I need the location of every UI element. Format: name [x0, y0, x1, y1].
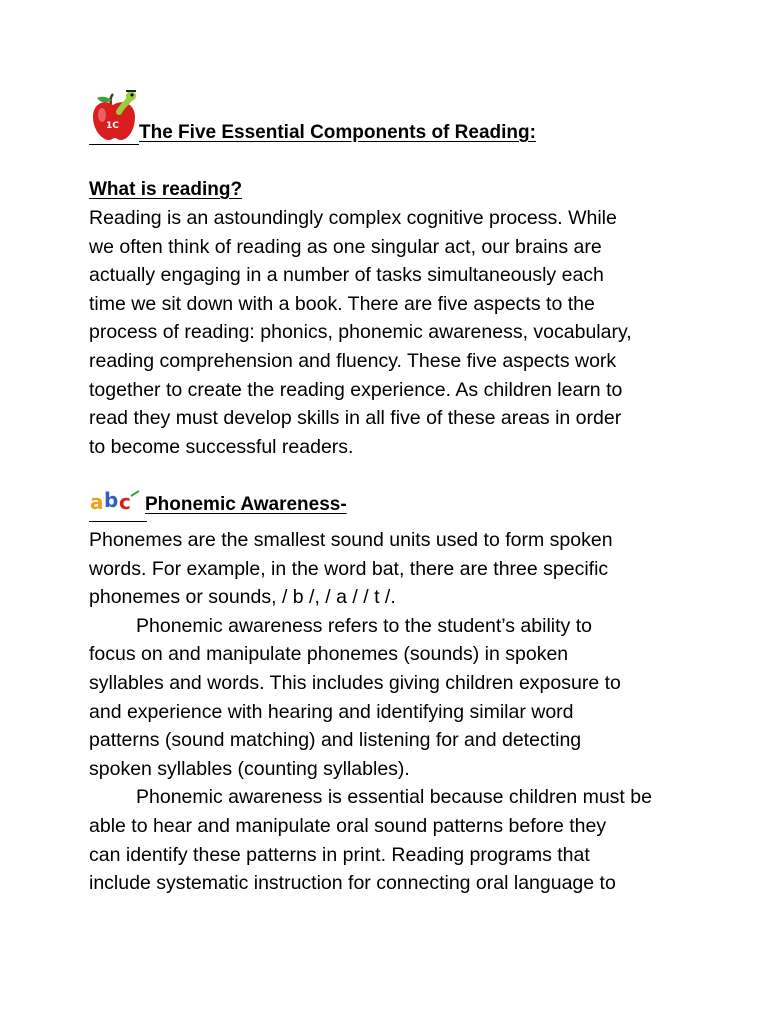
phonemic-line: Phonemes are the smallest sound units used to form spoken: [89, 529, 613, 551]
phonemic-line: can identify these patterns in print. Reading programs that: [89, 843, 590, 866]
phonemic-line: able to hear and manipulate oral sound patterns before they: [89, 814, 607, 837]
apple-worm-icon: [89, 90, 137, 144]
intro-line: reading comprehension and fluency. These five aspects work: [89, 349, 617, 372]
phonemic-heading: Phonemic Awareness-: [145, 494, 347, 515]
svg-text:a: a: [90, 490, 104, 514]
phonemic-line: focus on and manipulate phonemes (sounds) in spoken: [89, 643, 569, 666]
svg-text:b: b: [104, 488, 119, 512]
intro-line: to become successful readers.: [89, 435, 354, 458]
intro-paragraph: [89, 204, 689, 461]
main-title-row: [89, 90, 536, 144]
svg-text:c: c: [119, 490, 131, 514]
phonemic-line: words. For example, in the word bat, there are three specific: [89, 557, 609, 580]
svg-text:1C: 1C: [106, 121, 119, 131]
phonemic-line: spoken syllables (counting syllables).: [89, 757, 410, 780]
intro-line: we often think of reading as one singular act, our brains are: [89, 235, 602, 258]
phonemic-line: Phonemic awareness is essential because children must be: [136, 786, 652, 809]
title-icon-underline: [89, 144, 139, 145]
phonemic-paragraph: [89, 526, 689, 898]
intro-line: read they must develop skills in all five of these areas in order: [89, 407, 622, 430]
phonemic-line: syllables and words. This includes giving children exposure to: [89, 671, 621, 694]
phonemic-line: phonemes or sounds, / b /, / a / / t /.: [89, 586, 396, 609]
main-title: The Five Essential Components of Reading:: [139, 122, 536, 143]
phonemic-line: include systematic instruction for connecting oral language to: [89, 872, 616, 895]
abc-letters-icon: [89, 488, 143, 514]
intro-line: time we sit down with a book. There are five aspects to the: [89, 292, 595, 315]
intro-line: Reading is an astoundingly complex cognitive process. While: [89, 207, 617, 229]
phonemic-heading-row: [89, 488, 347, 516]
intro-line: together to create the reading experience. As children learn to: [89, 378, 623, 401]
intro-heading: What is reading?: [89, 179, 243, 200]
intro-line: process of reading: phonics, phonemic awareness, vocabulary,: [89, 321, 632, 344]
section-icon-underline: [89, 521, 147, 522]
phonemic-line: patterns (sound matching) and listening for and detecting: [89, 729, 582, 752]
intro-line: actually engaging in a number of tasks simultaneously each: [89, 264, 604, 287]
phonemic-line: and experience with hearing and identifying similar word: [89, 700, 574, 723]
phonemic-line: Phonemic awareness refers to the student’s ability to: [136, 614, 592, 637]
